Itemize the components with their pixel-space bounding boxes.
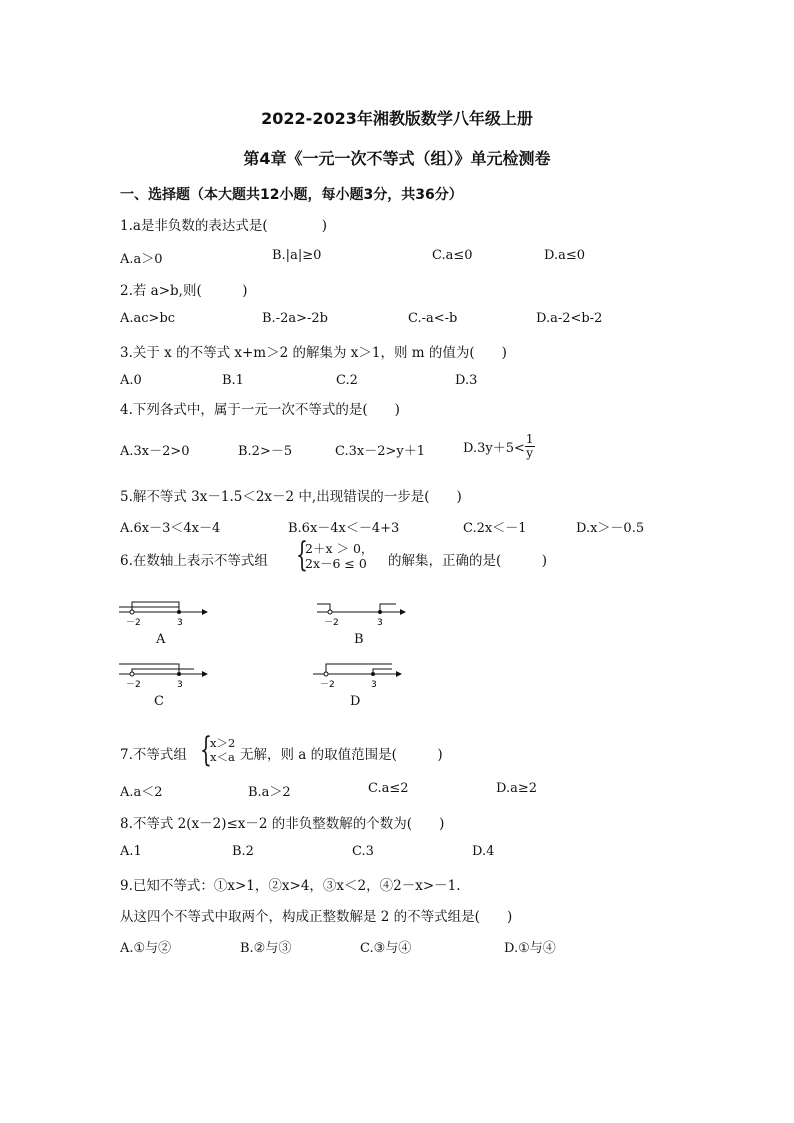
question-9-stem-line-2: 从这四个不等式中取两个，构成正整数解是 2 的不等式组是( ) xyxy=(120,909,513,925)
tick-label: －2 xyxy=(126,680,141,690)
question-8-option-c: C.3 xyxy=(352,844,374,859)
left-brace: { xyxy=(296,535,308,575)
left-brace: { xyxy=(200,730,212,770)
system-line-2: x＜a xyxy=(210,750,235,764)
question-7-stem-pre: 7.不等式组 xyxy=(120,747,187,763)
question-3-option-c: C.2 xyxy=(336,373,358,388)
question-3-stem: 3.关于 x 的不等式 x+m＞2 的解集为 x＞1，则 m 的值为( ) xyxy=(120,345,507,361)
question-9-option-d: D.①与④ xyxy=(504,941,556,956)
question-6-stem-post: 的解集，正确的是( ) xyxy=(388,553,548,569)
number-line-label-d: D xyxy=(350,694,361,709)
question-6-stem-pre: 6.在数轴上表示不等式组 xyxy=(120,553,268,569)
question-7-option-b: B.a＞2 xyxy=(248,785,291,800)
tick-label: 3 xyxy=(371,680,377,690)
question-9-option-b: B.②与③ xyxy=(240,941,292,956)
number-line-label-a: A xyxy=(156,632,166,647)
question-2-option-b: B.-2a>-2b xyxy=(262,311,328,326)
question-2-stem: 2.若 a>b,则( ) xyxy=(120,283,248,299)
document-subtitle: 第4章《一元一次不等式（组）》单元检测卷 xyxy=(243,149,551,168)
question-4-option-b: B.2>－5 xyxy=(238,444,293,459)
question-5-option-c: C.2x＜－1 xyxy=(463,521,527,536)
question-2-option-d: D.a-2<b-2 xyxy=(536,311,603,326)
question-5-option-d: D.x＞－0.5 xyxy=(576,521,645,536)
tick-label: －2 xyxy=(324,618,339,628)
question-7-option-d: D.a≥2 xyxy=(496,781,538,796)
question-9-option-c: C.③与④ xyxy=(360,941,412,956)
system-line-2: 2x－6 ≤ 0 xyxy=(305,556,367,571)
fraction-denominator: y xyxy=(526,446,534,460)
tick-label: －2 xyxy=(126,618,141,628)
question-1-option-d: D.a≤0 xyxy=(544,248,586,263)
tick-label: 3 xyxy=(177,680,183,690)
question-8-option-a: A.1 xyxy=(120,844,142,859)
question-7-option-c: C.a≤2 xyxy=(368,781,409,796)
question-4-option-c: C.3x－2>y＋1 xyxy=(335,444,425,459)
question-1-stem: 1.a是非负数的表达式是( ) xyxy=(120,218,327,234)
system-line-1: x＞2 xyxy=(210,736,236,750)
tick-label: 3 xyxy=(377,618,383,628)
question-9-option-a: A.①与② xyxy=(120,941,172,956)
number-line-label-c: C xyxy=(154,694,164,709)
question-3-option-a: A.0 xyxy=(120,373,142,388)
question-8-option-d: D.4 xyxy=(472,844,495,859)
question-5-stem: 5.解不等式 3x－1.5＜2x－2 中,出现错误的一步是( ) xyxy=(120,489,462,505)
question-1-option-a: A.a＞0 xyxy=(120,252,163,267)
number-line-b xyxy=(314,598,406,628)
question-3-option-d: D.3 xyxy=(455,373,478,388)
section-heading: 一、选择题（本大题共12小题，每小题3分，共36分） xyxy=(120,187,463,203)
question-7-option-a: A.a＜2 xyxy=(120,785,163,800)
number-line-label-b: B xyxy=(354,632,364,647)
question-4-option-d xyxy=(463,433,535,460)
question-2-option-a: A.ac>bc xyxy=(120,311,176,326)
question-8-option-b: B.2 xyxy=(232,844,254,859)
question-2-option-c: C.-a<-b xyxy=(408,311,458,326)
fraction xyxy=(525,433,535,460)
question-1-option-c: C.a≤0 xyxy=(432,248,473,263)
question-8-stem: 8.不等式 2(x－2)≤x－2 的非负整数解的个数为( ) xyxy=(120,816,445,832)
system-line-1: 2＋x ＞ 0， xyxy=(305,541,374,556)
question-6-system xyxy=(305,541,373,571)
question-5-option-a: A.6x－3＜4x－4 xyxy=(120,521,221,536)
number-line-c xyxy=(116,660,208,690)
question-3-option-b: B.1 xyxy=(222,373,244,388)
question-1-option-b: B.|a|≥0 xyxy=(272,248,322,263)
question-4-option-a: A.3x－2>0 xyxy=(120,444,190,459)
fraction-numerator: 1 xyxy=(525,432,534,446)
question-5-option-b: B.6x－4x＜－4+3 xyxy=(288,521,400,536)
question-7-system xyxy=(210,736,235,764)
number-line-d xyxy=(310,660,402,690)
number-line-a xyxy=(116,598,208,628)
question-4-stem: 4.下列各式中，属于一元一次不等式的是( ) xyxy=(120,402,400,418)
document-title: 2022-2023年湘教版数学八年级上册 xyxy=(261,109,533,128)
question-4-option-d-text: D.3y＋5< xyxy=(463,441,525,456)
tick-label: 3 xyxy=(177,618,183,628)
question-9-stem: 9.已知不等式：①x>1，②x>4，③x＜2，④2－x>－1. xyxy=(120,878,461,894)
tick-label: －2 xyxy=(320,680,335,690)
question-7-stem-post: 无解，则 a 的取值范围是( ) xyxy=(240,747,443,763)
